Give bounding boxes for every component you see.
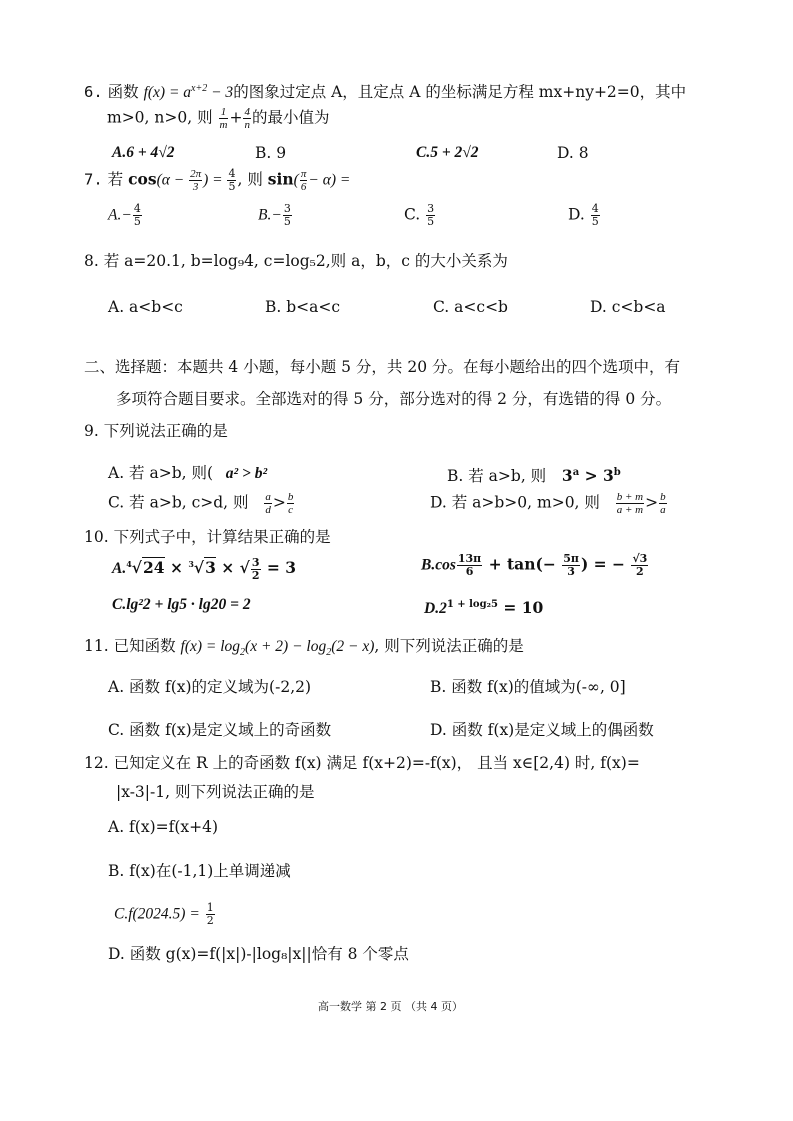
q9-option-d: D. 若 a>b>0, m>0, 则 $\frac{b + m}{a + m}$ > $\frac{b}{a}$	[430, 491, 666, 516]
q12-line2: |x-3|-1, 则下列说法正确的是	[116, 783, 315, 801]
q8-option-c: C. a<c<b	[433, 298, 508, 316]
q6-line1: 6. 函数 $f(x) = a^{x+2} - 3$的图象过定点 A，且定点 A 的坐标满足方程 mx+ny+2=0，其中	[84, 83, 687, 102]
frac-pi-6: $\frac{\pi}{6}$	[300, 168, 307, 193]
q6-line2: m>0, n>0, 则 $\frac{1}{m}$ + $\frac{4}{n}$ 的最小值为	[107, 106, 330, 131]
section2-line1: 二、选择题：本题共 4 小题，每小题 5 分，共 20 分。在每小题给出的四个选项中，有	[84, 358, 681, 376]
q6-option-d: D. 8	[557, 144, 589, 162]
q7-stem: 7. 若 cos(α − $\frac{2\pi}{3}$ ) = $\frac{4}{5}$ , 则 sin( $\frac{\pi}{6}$ − α) =	[84, 167, 351, 193]
q12-option-b: B. f(x)在(-1,1)上单调递减	[108, 862, 291, 880]
q9-option-a: A. 若 a>b, 则( a² > b²	[108, 464, 268, 482]
q6-option-c: C.5 + 2√2	[416, 144, 479, 161]
q12-option-a: A. f(x)=f(x+4)	[108, 818, 219, 836]
q10-option-b: B.cos $\frac{13\pi}{6}$ + tan(− $\frac{5\pi}{3}$ ) = − $\frac{√3}{2}$	[421, 552, 648, 578]
q7-option-d: D. $\frac{4}{5}$	[568, 202, 599, 228]
q11-option-b: B. 函数 f(x)的值域为(-∞, 0]	[430, 678, 626, 696]
frac-1-m: $\frac{1}{m}$	[219, 106, 228, 131]
q7-option-a: A.− $\frac{4}{5}$	[108, 202, 141, 228]
q6-function: $f(x) = a^{x+2} - 3$	[143, 83, 234, 102]
section2-line2: 多项符合题目要求。全部选对的得 5 分，部分选对的得 2 分，有选错的得 0 分。	[116, 390, 672, 408]
q11-option-a: A. 函数 f(x)的定义域为(-2,2)	[108, 678, 312, 696]
q9-stem: 9. 下列说法正确的是	[84, 422, 228, 440]
q8-option-b: B. b<a<c	[265, 298, 341, 316]
q8-option-a: A. a<b<c	[108, 298, 183, 316]
q8-option-d: D. c<b<a	[590, 298, 666, 316]
q10-option-a: A.$^4$√24 × $^3$√3 × √ $\frac{3}{2}$ = 3	[112, 555, 297, 582]
q7-option-b: B.− $\frac{3}{5}$	[258, 202, 291, 228]
q10-option-c: C.lg²2 + lg5 · lg20 = 2	[112, 596, 251, 613]
q9-option-b: B. 若 a>b, 则 $3^a > 3^b$	[447, 466, 621, 486]
frac-4-n: $\frac{4}{n}$	[244, 106, 250, 131]
q8-stem: 8. 若 a=20.1, b=log₉4, c=log₅2,则 a，b，c 的大小关系为	[84, 252, 508, 270]
q10-stem: 10. 下列式子中，计算结果正确的是	[84, 528, 331, 546]
q11-option-d: D. 函数 f(x)是定义域上的偶函数	[430, 721, 654, 739]
q12-line1: 12. 已知定义在 R 上的奇函数 f(x) 满足 f(x+2)=-f(x)， 且当 x∈[2,4) 时, f(x)=	[84, 754, 640, 772]
q6-option-a: A.6 + 4√2	[112, 144, 175, 161]
frac-2pi-3: $\frac{2\pi}{3}$	[190, 168, 202, 193]
q11-option-c: C. 函数 f(x)是定义域上的奇函数	[108, 721, 332, 739]
q10-option-d: $D.2^{1 + log_25} = 10$	[424, 598, 544, 618]
q7-option-c: C. $\frac{3}{5}$	[404, 202, 435, 228]
q9-option-c: C. 若 a>b, c>d, 则 $\frac{a}{d}$ > $\frac{b}{c}$	[108, 491, 294, 516]
q12-option-c: C.f(2024.5) = $\frac{1}{2}$	[114, 901, 214, 927]
frac-4-5: $\frac{4}{5}$	[228, 167, 236, 193]
page-footer: 高一数学 第 2 页 （共 4 页）	[318, 1000, 463, 1013]
q11-stem: 11. 已知函数 $f(x) = \log_2(x + 2) - \log_2(2 - x)$, 则下列说法正确的是	[84, 637, 524, 659]
q6-option-b: B. 9	[255, 144, 287, 162]
q12-option-d: D. 函数 g(x)=f(|x|)-|log₈|x||恰有 8 个零点	[108, 945, 409, 963]
